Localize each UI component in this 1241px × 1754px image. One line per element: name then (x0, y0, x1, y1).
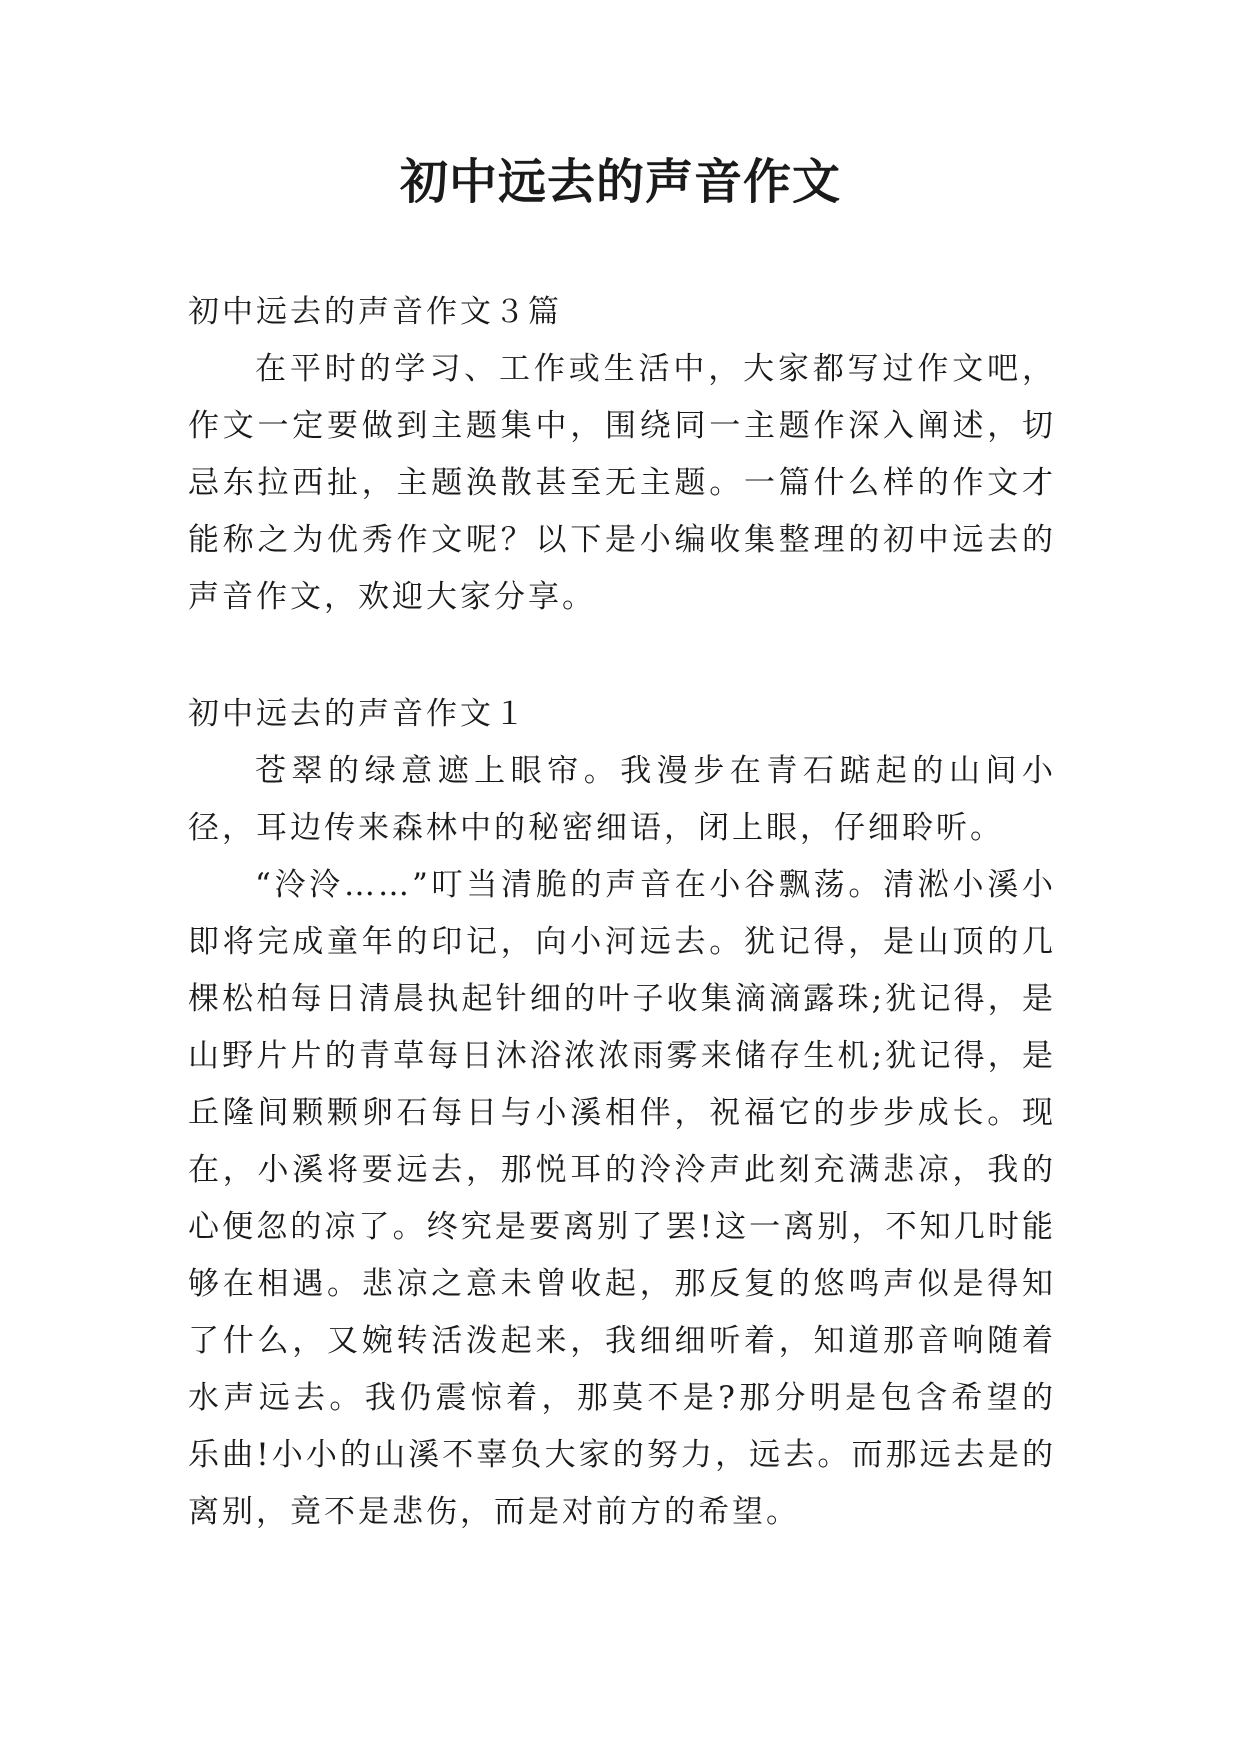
intro-heading: 初中远去的声音作文３篇 (188, 294, 562, 330)
essay-1-paragraph-2: “泠泠……”叮当清脆的声音在小谷飘荡。清淞小溪小即将完成童年的印记，向小河远去。犹记得，是山顶的几棵松柏每日清晨执起针细的叶子收集滴滴露珠;犹记得，是山野片片的青草每日沐浴浓浓雨雾来储存生机;犹记得，是丘隆间颗颗卵石每日与小溪相伴，祝福它的步步成长。现在，小溪将要远去，那悦耳的泠泠声此刻充满悲凉，我的心便忽的凉了。终究是要离别了罢!这一离别，不知几时能够在相遇。悲凉之意未曾收起，那反复的悠鸣声似是得知了什么，又婉转活泼起来，我细细听着，知道那音响随着水声远去。我仍震惊着，那莫不是?那分明是包含希望的乐曲!小小的山溪不辜负大家的努力，远去。而那远去是的离别，竟不是悲伤，而是对前方的希望。 (188, 867, 1056, 1530)
essay-1-paragraph-1: 苍翠的绿意遮上眼帘。我漫步在青石踮起的山间小径，耳边传来森林中的秘密细语，闭上眼，仔细聆听。 (188, 753, 1056, 846)
document-title: 初中远去的声音作文 (399, 154, 841, 210)
intro-paragraph: 在平时的学习、工作或生活中，大家都写过作文吧，作文一定要做到主题集中，围绕同一主题作深入阐述，切忌东拉西扯，主题涣散甚至无主题。一篇什么样的作文才能称之为优秀作文呢？以下是小编收集整理的初中远去的声音作文，欢迎大家分享。 (188, 351, 1056, 615)
intro-section (188, 284, 1056, 626)
essay-1-section (188, 686, 1056, 1541)
essay-1-heading: 初中远去的声音作文１ (188, 696, 528, 732)
